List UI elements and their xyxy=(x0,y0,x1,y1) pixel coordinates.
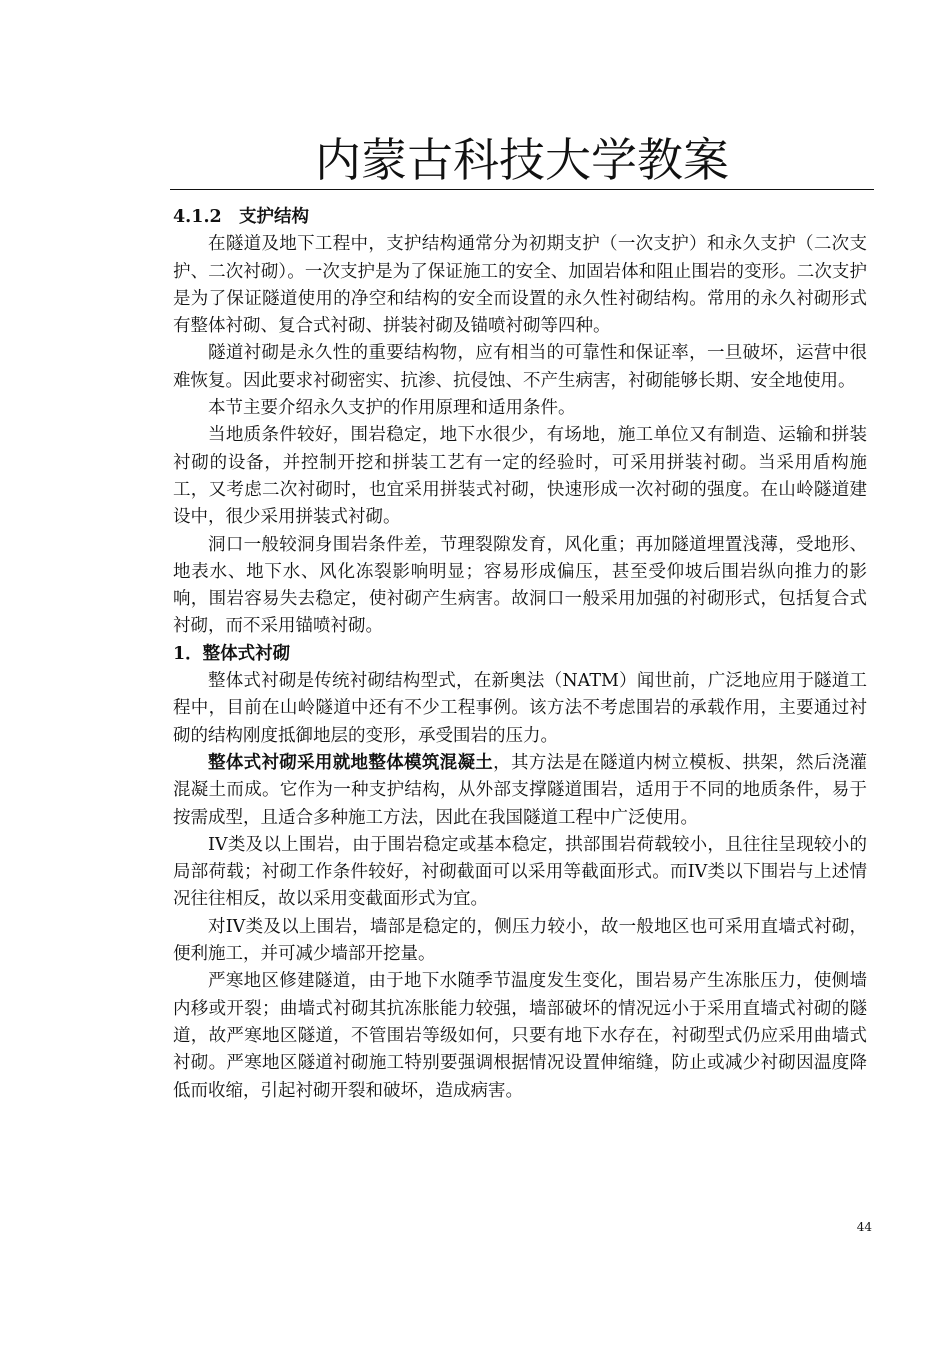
paragraph: 在隧道及地下工程中，支护结构通常分为初期支护（一次支护）和永久支护（二次支护、二次衬砌）。一次支护是为了保证施工的安全、加固岩体和阻止围岩的变形。二次支护是为了保证隧道使用的净空和结构的安全而设置的永久性衬砌结构。常用的永久衬砌形式有整体衬砌、复合式衬砌、拼装衬砌及锚喷衬砌等四种。 xyxy=(173,234,867,337)
section-title: 支护结构 xyxy=(239,207,309,227)
paragraph xyxy=(173,750,867,832)
paragraph: IV类及以上围岩，由于围岩稳定或基本稳定，拱部围岩荷载较小，且往往呈现较小的局部荷载；衬砌工作条件较好，衬砌截面可以采用等截面形式。而IV类以下围岩与上述情况往往相反，故以采用变截面形式为宜。 xyxy=(173,834,867,910)
paragraph: 洞口一般较洞身围岩条件差，节理裂隙发育，风化重；再加隧道埋置浅薄，受地形、地表水、地下水、风化冻裂影响明显；容易形成偏压，甚至受仰坡后围岩纵向推力的影响，围岩容易失去稳定，使衬砌产生病害。故洞口一般采用加强的衬砌形式，包括复合式衬砌，而不采用锚喷衬砌。 xyxy=(173,534,867,637)
page-number: 44 xyxy=(856,1220,872,1234)
subsection-heading: 1．整体式衬砌 xyxy=(173,643,291,664)
paragraph: 严寒地区修建隧道，由于地下水随季节温度发生变化，围岩易产生冻胀压力，使侧墙内移或开裂；曲墙式衬砌其抗冻胀能力较强，墙部破坏的情况远小于采用直墙式衬砌的隧道，故严寒地区隧道，不管围岩等级如何，只要有地下水存在，衬砌型式仍应采用曲墙式衬砌。严寒地区隧道衬砌施工特别要强调根据情况设置伸缩缝，防止或减少衬砌因温度降低而收缩，引起衬砌开裂和破坏，造成病害。 xyxy=(173,971,867,1101)
paragraph-text: ，其方法是在隧道内树立模板、拱架，然后浇灌混凝土而成。它作为一种支护结构，从外部支撑隧道围岩，适用于不同的地质条件，易于按需成型，且适合多种施工方法，因此在我国隧道工程中广泛使用。 xyxy=(173,752,868,828)
page-header-title: 内蒙古科技大学教案 xyxy=(315,133,729,187)
paragraph: 当地质条件较好，围岩稳定，地下水很少，有场地，施工单位又有制造、运输和拼装衬砌的设备，并控制开挖和拼装工艺有一定的经验时，可采用拼装衬砌。当采用盾构施工，又考虑二次衬砌时，也宜采用拼装式衬砌，快速形成一次衬砌的强度。在山岭隧道建设中，很少采用拼装式衬砌。 xyxy=(173,425,867,528)
paragraph: 对IV类及以上围岩，墙部是稳定的，侧压力较小，故一般地区也可采用直墙式衬砌，便利施工，并可减少墙部开挖量。 xyxy=(173,916,867,965)
paragraph: 本节主要介绍永久支护的作用原理和适用条件。 xyxy=(208,398,576,419)
paragraph: 整体式衬砌是传统衬砌结构型式，在新奥法（NATM）闻世前，广泛地应用于隧道工程中，目前在山岭隧道中还有不少工程事例。该方法不考虑围岩的承载作用，主要通过衬砌的结构刚度抵御地层的变形，承受围岩的压力。 xyxy=(173,671,867,746)
document-body xyxy=(173,204,867,1105)
header-divider xyxy=(170,189,874,190)
section-number: 4.1.2 xyxy=(173,207,222,227)
section-heading xyxy=(173,204,867,231)
paragraph: 隧道衬砌是永久性的重要结构物，应有相当的可靠性和保证率，一旦破坏，运营中很难恢复。因此要求衬砌密实、抗渗、抗侵蚀、不产生病害，衬砌能够长期、安全地使用。 xyxy=(173,343,867,391)
emphasized-phrase: 整体式衬砌采用就地整体模筑混凝土 xyxy=(208,752,494,773)
